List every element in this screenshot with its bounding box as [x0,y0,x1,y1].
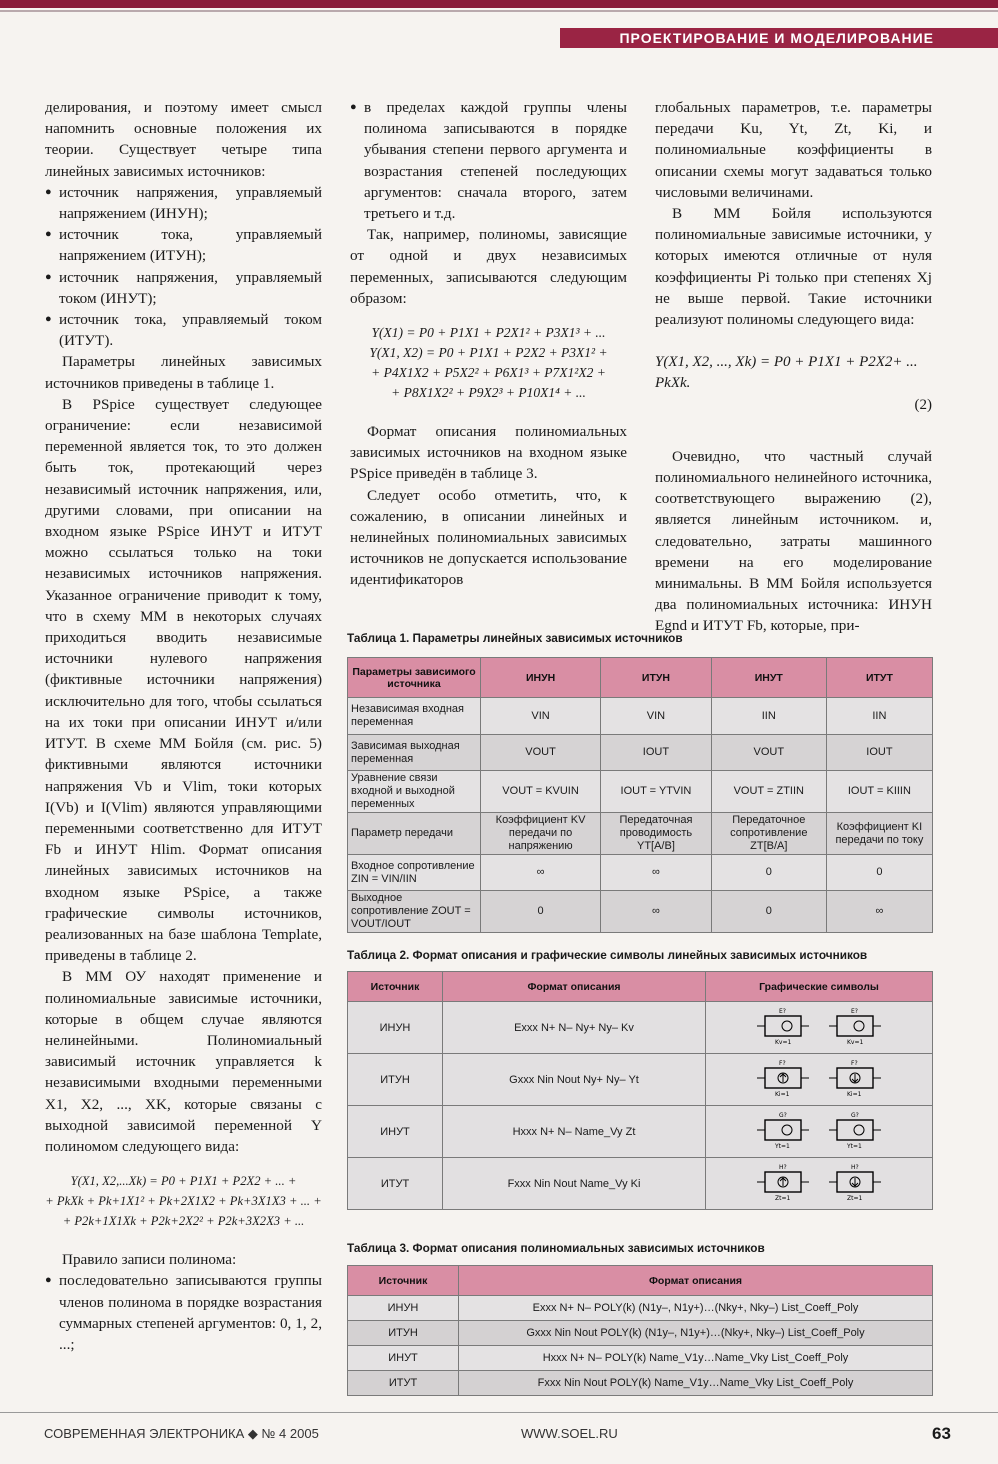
formula-line: + P8X1X2² + P9X2³ + P10X1⁴ + ... [391,385,586,401]
column-3 [655,97,932,637]
table-header: Графические символы [706,972,933,1002]
table-header: ИТУН [601,658,712,698]
symbol-cell [706,1002,933,1054]
paragraph: Очевидно, что частный случай полиномиального нелинейного источника, соответствующего выражению (2), является линейным источником. и, следовательно, затраты машинного времени на его моделирование минимальны. В ММ Бойля используется два полиномиальных источника: ИНУН Egnd и ИТУТ Fb, которые, при- [655,447,932,635]
table-2 [347,971,933,1210]
bullet-list [45,182,322,352]
symbol-cell [706,1158,933,1210]
table-cell: VIN [601,698,712,735]
bullet-list [350,97,627,224]
table-cell: Передаточное сопротивление ZT[B/A] [711,813,826,855]
voltage-source-symbol [829,1110,881,1153]
voltage-source-symbol [757,1110,809,1153]
bullet-list [45,1270,322,1355]
formula-1 [37,1171,330,1231]
table-header: ИНУТ [711,658,826,698]
table-header: Источник [348,972,443,1002]
table-cell: Коэффициент KV передачи по напряжению [481,813,601,855]
list-item: ● последовательно записываются группы членов полинома в порядке возрастания суммарных степеней аргументов: 0, 1, 2, ...; [45,1270,322,1355]
formula-line: Y(X1) = P0 + P1X1 + P2X1² + P3X1³ + ... [371,325,606,341]
table-cell: Выходное сопротивление ZOUT = VOUT/IOUT [348,891,481,933]
formula-line: Y(X1, X2,...Xk) = P0 + P1X1 + P2X2 + ... + [70,1174,297,1189]
table-cell: Gxxx Nin Nout Ny+ Ny– Yt [443,1054,706,1106]
top-thin-rule [0,10,998,12]
table-cell: VOUT = ZTIIN [711,771,826,813]
paragraph: В ММ ОУ находят применение и полиномиальные зависимые источники, которые в общем случае являются нелинейными. Полиномиальный зависимый источник управляется k независимыми входными переменными X1, X2, ..., XK, которые связаны с выходной зависимой переменной Y полиномом следующего вида: [45,968,322,1155]
paragraph: В PSpice существует следующее ограничение: если независимой переменной является ток, то это должен быть ток, протекающий через независимый источник напряжения, или, другими словами, при описании на входном языке PSpice ИНУТ и ИТУТ можно ссылаться только на токи независимых источников напряжения. Указанное ограничение приводит к тому, что в схему ММ в некоторых случаях приходиться вводить независимые источники нулевого напряжения (фиктивные источники напряжения) исключительно для того, чтобы ссылаться на их токи при описании ИНУТ и/или ИТУТ. В схеме ММ Бойля (см. рис. 5) фиктивными являются источники напряжения Vb и Vlim, токи которых I(Vb) и I(Vlim) являются управляющими переменными соответственно для ИТУТ Fb и ИНУТ Hlim. Формат описания линейных зависимых источников на входном языке PSpice, а также графические символы источников, реализованных на базе шаблона Template, приведены в таблице 2. [45,395,322,965]
table-cell: Hxxx N+ N– Name_Vy Zt [443,1106,706,1158]
paragraph: Правило записи полинома: [62,1251,237,1269]
section-header: ПРОЕКТИРОВАНИЕ И МОДЕЛИРОВАНИЕ [560,28,998,48]
table-cell: IIN [711,698,826,735]
formula-3 [655,352,932,416]
symbol-cell [706,1106,933,1158]
table-row [348,1371,933,1396]
table-header: Формат описания [443,972,706,1002]
current-source-symbol [757,1058,809,1101]
symbol-label: G? [850,1112,859,1119]
table-cell: IOUT = YTVIN [601,771,712,813]
table-cell: Независимая входная переменная [348,698,481,735]
current-source-symbol [757,1162,809,1205]
formula-line: Y(X1, X2, ..., Xk) = P0 + P1X1 + P2X2+ ... PkXk. [655,354,918,392]
table-cell: VIN [481,698,601,735]
table-cell: ∞ [826,891,932,933]
table-1-caption: Таблица 1. Параметры линейных зависимых источников [347,631,683,645]
table-row [348,771,933,813]
table-row [348,855,933,891]
symbol-label: G? [779,1112,788,1119]
table-cell: ИТУН [348,1321,459,1346]
table-header: ИТУТ [826,658,932,698]
paragraph: Следует особо отметить, что, к сожалению, в описании линейных и нелинейных полиномиальных зависимых источников не допускается использование идентификаторов [350,486,627,589]
formula-line: + P4X1X2 + P5X2² + P6X1³ + P7X1²X2 + [371,365,606,381]
paragraph: делирования, и поэтому имеет смысл напомнить основные положения их теории. Существует четыре типа линейных зависимых источников: [45,99,322,180]
table-cell: Коэффициент KI передачи по току [826,813,932,855]
table-row [348,1296,933,1321]
table-cell: 0 [481,891,601,933]
table-cell: ИНУН [348,1002,443,1054]
table-3-caption: Таблица 3. Формат описания полиномиальных зависимых источников [347,1241,765,1255]
table-cell: 0 [826,855,932,891]
table-cell: Параметр передачи [348,813,481,855]
formula-line: + PkXk + Pk+1X1² + Pk+2X1X2 + Pk+3X1X3 + ... + [45,1194,322,1209]
symbol-param: Ki=1 [846,1091,861,1098]
table-cell: ∞ [601,855,712,891]
formula-line: Y(X1, X2) = P0 + P1X1 + P2X2 + P3X1² + [369,345,608,361]
table-cell: Передаточная проводимость YT[A/B] [601,813,712,855]
table-cell: Hxxx N+ N– POLY(k) Name_V1y…Name_Vky List_Coeff_Poly [459,1346,933,1371]
table-cell: ∞ [601,891,712,933]
table-row [348,1054,933,1106]
table-cell: 0 [711,891,826,933]
symbol-param: Ki=1 [775,1091,790,1098]
footer-rule [0,1412,998,1413]
table-header: Параметры зависимого источника [348,658,481,698]
table-cell: Зависимая выходная переменная [348,735,481,771]
list-item: ● в пределах каждой группы члены полинома записываются в порядке убывания степени первого аргумента и возрастания степеней последующих аргументов: сначала второго, затем третьего и т.д. [350,97,627,224]
table-1 [347,657,933,933]
table-cell: ИНУТ [348,1346,459,1371]
formula-2 [350,323,627,403]
symbol-label: E? [779,1008,787,1015]
current-source-symbol [829,1162,881,1205]
symbol-label: H? [779,1164,788,1171]
list-item: ● источник тока, управляемый током (ИТУТ). [45,309,322,351]
table-cell: Уравнение связи входной и выходной переменных [348,771,481,813]
symbol-param: Zt=1 [846,1195,862,1202]
footer-site[interactable]: WWW.SOEL.RU [521,1426,618,1441]
top-rule [0,0,998,8]
table-cell: VOUT [481,735,601,771]
table-header: Источник [348,1266,459,1296]
formula-line: + P2k+1X1Xk + P2k+2X2² + P2k+3X2X3 + ... [62,1214,305,1229]
symbol-param: Kv=1 [775,1039,792,1046]
list-item: ● источник напряжения, управляемый током (ИНУТ); [45,267,322,309]
table-row [348,1321,933,1346]
current-source-symbol [829,1058,881,1101]
symbol-label: F? [850,1060,858,1067]
table-cell: ИНУТ [348,1106,443,1158]
table-row [348,813,933,855]
table-row [348,1346,933,1371]
paragraph: Формат описания полиномиальных зависимых источников на входном языке PSpice приведён в таблице 3. [350,423,627,483]
table-row [348,735,933,771]
table-cell: ИТУТ [348,1158,443,1210]
column-1 [45,97,322,1355]
column-2 [350,97,627,591]
table-cell: ∞ [481,855,601,891]
paragraph: В ММ Бойля используются полиномиальные зависимые источники, у которых имеются отличные от нуля коэффициенты Pi только при степенях Xj не выше первой. Такие источники реализуют полиномы следующего вида: [655,205,932,329]
symbol-label: F? [779,1060,787,1067]
table-cell: VOUT [711,735,826,771]
table-cell: Fxxx Nin Nout POLY(k) Name_V1y…Name_Vky List_Coeff_Poly [459,1371,933,1396]
paragraph: Параметры линейных зависимых источников приведены в таблице 1. [45,353,322,392]
table-row [348,891,933,933]
list-item: ● источник напряжения, управляемый напряжением (ИНУН); [45,182,322,224]
footer-journal: СОВРЕМЕННАЯ ЭЛЕКТРОНИКА ◆ № 4 2005 [44,1426,319,1441]
table-row [348,1158,933,1210]
symbol-label: H? [850,1164,859,1171]
voltage-source-symbol [829,1006,881,1049]
table-row [348,1002,933,1054]
symbol-param: Zt=1 [775,1195,791,1202]
formula-number: (2) [914,396,932,413]
table-cell: IOUT [601,735,712,771]
list-item: ● источник тока, управляемый напряжением (ИТУН); [45,224,322,266]
table-cell: IOUT = KIIIN [826,771,932,813]
symbol-param: Yt=1 [775,1143,791,1150]
symbol-param: Kv=1 [846,1039,863,1046]
paragraph: Так, например, полиномы, зависящие от одной и двух независимых переменных, записываются следующим образом: [350,226,627,307]
table-cell: ИТУН [348,1054,443,1106]
voltage-source-symbol [757,1006,809,1049]
table-header: ИНУН [481,658,601,698]
page-number: 63 [932,1424,951,1443]
symbol-param: Yt=1 [846,1143,862,1150]
table-3 [347,1265,933,1396]
table-cell: IOUT [826,735,932,771]
table-cell: Fxxx Nin Nout Name_Vy Ki [443,1158,706,1210]
table-row [348,698,933,735]
table-cell: VOUT = KVUIN [481,771,601,813]
table-header: Формат описания [459,1266,933,1296]
table-cell: ИТУТ [348,1371,459,1396]
table-cell: Exxx N+ N– POLY(k) (N1y–, N1y+)…(Nky+, Nky–) List_Coeff_Poly [459,1296,933,1321]
paragraph: глобальных параметров, т.е. параметры передачи Ku, Yt, Zt, Ki, и полиномиальные коэффициенты в описании схемы могут задаваться только числовыми величинами. [655,99,932,201]
table-cell: ИНУН [348,1296,459,1321]
symbol-label: E? [850,1008,858,1015]
table-cell: Gxxx Nin Nout POLY(k) (N1y–, N1y+)…(Nky+, Nky–) List_Coeff_Poly [459,1321,933,1346]
table-cell: IIN [826,698,932,735]
table-cell: 0 [711,855,826,891]
symbol-cell [706,1054,933,1106]
table-2-caption: Таблица 2. Формат описания и графические символы линейных зависимых источников [347,948,868,962]
table-cell: Exxx N+ N– Ny+ Ny– Kv [443,1002,706,1054]
table-row [348,1106,933,1158]
table-cell: Входное сопротивление ZIN = VIN/IIN [348,855,481,891]
